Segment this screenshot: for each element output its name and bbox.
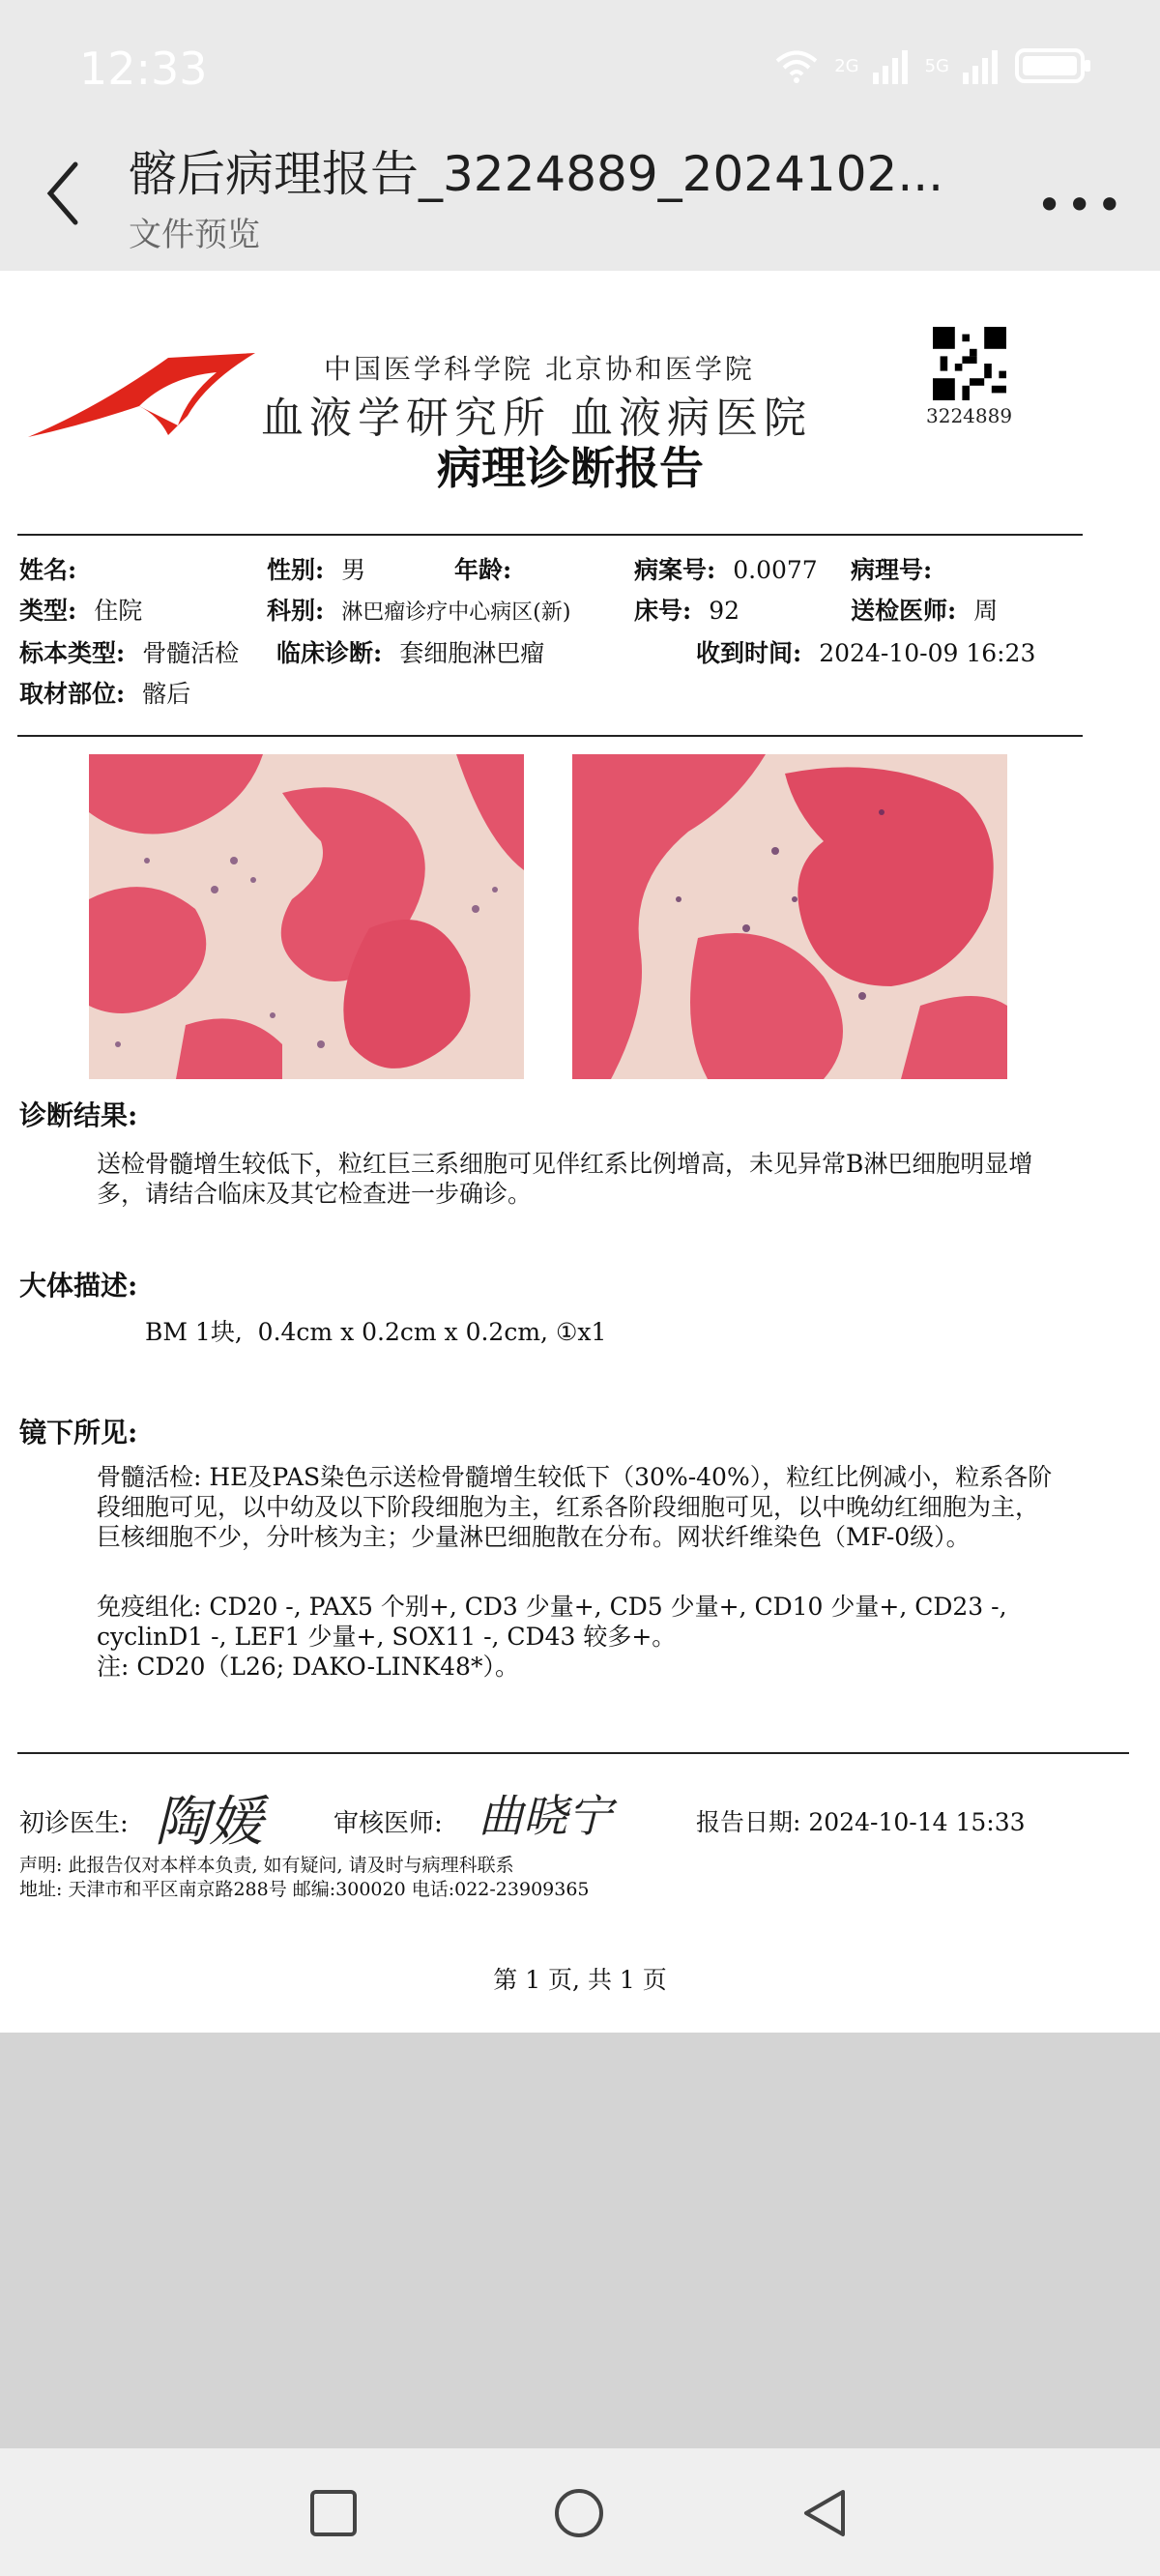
name-field bbox=[19, 551, 94, 586]
review-doctor-label: 审核医师: bbox=[334, 1809, 443, 1838]
dept-label: 科别: bbox=[267, 597, 325, 625]
bed-value: 92 bbox=[709, 597, 740, 625]
type-label: 类型: bbox=[19, 597, 77, 625]
doctor-value: 周 bbox=[973, 597, 999, 625]
immuno-text: 免疫组化: CD20 -, PAX5 个别+, CD3 少量+, CD5 少量+, CD10 少量+, CD23 -, cyclinD1 -, LEF1 少量+, SOX11 -, CD43 较多+。 bbox=[97, 1593, 1007, 1651]
gross-heading: 大体描述: bbox=[19, 1270, 138, 1302]
signal-icon-2 bbox=[963, 47, 1001, 84]
sex-field bbox=[267, 551, 365, 586]
name-label: 姓名: bbox=[19, 556, 77, 584]
hospital-logo bbox=[23, 348, 255, 445]
hospital-name-top: 中国医学科学院 北京协和医学院 bbox=[324, 353, 755, 385]
hospital-name-main: 血液学研究所 血液病医院 bbox=[261, 394, 812, 443]
case-label: 病案号: bbox=[634, 556, 716, 584]
statement-text: 声明: 此报告仅对本样本负责, 如有疑问, 请及时与病理科联系 bbox=[19, 1855, 514, 1876]
microscopy-heading: 镜下所见: bbox=[19, 1417, 138, 1449]
recents-icon[interactable] bbox=[307, 2487, 360, 2539]
site-label: 取材部位: bbox=[19, 680, 126, 708]
status-time: 12:33 bbox=[79, 43, 208, 95]
received-field bbox=[696, 634, 1035, 669]
preview-background bbox=[0, 2033, 1160, 2448]
diagnosis-heading: 诊断结果: bbox=[19, 1099, 138, 1131]
divider bbox=[17, 1752, 1129, 1754]
clinical-field bbox=[276, 634, 544, 669]
microscopy-image-right bbox=[572, 754, 1007, 1079]
divider bbox=[17, 534, 1083, 536]
qr-code-icon bbox=[933, 327, 1006, 400]
sex-label: 性别: bbox=[267, 556, 325, 584]
more-options-button[interactable]: ••• bbox=[1036, 179, 1127, 231]
qr-number: 3224889 bbox=[926, 404, 1013, 427]
pathology-no-field bbox=[851, 551, 949, 586]
age-field bbox=[454, 551, 529, 586]
first-doctor-label: 初诊医生: bbox=[19, 1809, 129, 1838]
report-page[interactable] bbox=[0, 271, 1160, 2033]
sex-value: 男 bbox=[341, 556, 366, 584]
type-field bbox=[19, 592, 142, 627]
status-icons bbox=[772, 46, 1092, 85]
received-value: 2024-10-09 16:23 bbox=[819, 639, 1036, 667]
status-bar bbox=[0, 0, 1160, 140]
signal-label-2g: 2G bbox=[834, 55, 859, 76]
dept-field bbox=[267, 592, 570, 627]
case-value: 0.0077 bbox=[733, 556, 818, 584]
home-icon[interactable] bbox=[553, 2487, 605, 2539]
dept-value: 淋巴瘤诊疗中心病区(新) bbox=[341, 600, 571, 625]
clinical-label: 临床诊断: bbox=[276, 639, 383, 667]
diagnosis-text: 送检骨髓增生较低下，粒红巨三系细胞可见伴红系比例增高，未见异常B淋巴细胞明显增多，请结合临床及其它检查进一步确诊。 bbox=[97, 1150, 1033, 1208]
page-indicator: 第 1 页, 共 1 页 bbox=[493, 1966, 667, 1994]
document-subtitle: 文件预览 bbox=[129, 216, 260, 254]
divider bbox=[17, 735, 1083, 737]
note-text: 注: CD20（L26; DAKO-LINK48*）。 bbox=[97, 1653, 519, 1681]
type-value: 住院 bbox=[94, 597, 143, 625]
report-title: 病理诊断报告 bbox=[437, 442, 704, 494]
site-value: 髂后 bbox=[142, 680, 191, 708]
clinical-value: 套细胞淋巴瘤 bbox=[399, 639, 545, 667]
battery-icon bbox=[1015, 46, 1092, 85]
received-label: 收到时间: bbox=[696, 639, 802, 667]
first-doctor-signature: 陶媛 bbox=[155, 1791, 263, 1854]
pathology-no-label: 病理号: bbox=[851, 556, 933, 584]
doctor-field bbox=[851, 592, 998, 627]
bed-label: 床号: bbox=[634, 597, 692, 625]
gross-text: BM 1块, 0.4cm x 0.2cm x 0.2cm, ①x1 bbox=[145, 1318, 607, 1346]
specimen-field bbox=[19, 634, 239, 669]
back-nav-icon[interactable] bbox=[798, 2487, 851, 2539]
signal-icon bbox=[873, 47, 912, 84]
bed-field bbox=[634, 592, 740, 627]
age-label: 年龄: bbox=[454, 556, 512, 584]
review-doctor-signature: 曲晓宁 bbox=[478, 1790, 612, 1842]
back-icon[interactable] bbox=[39, 155, 87, 232]
doctor-label: 送检医师: bbox=[851, 597, 957, 625]
report-date: 报告日期: 2024-10-14 15:33 bbox=[696, 1808, 1026, 1836]
document-title: 髂后病理报告_3224889_2024102... bbox=[129, 146, 944, 202]
specimen-label: 标本类型: bbox=[19, 639, 126, 667]
case-field bbox=[634, 551, 818, 586]
site-field bbox=[19, 675, 190, 710]
microscopy-image-left bbox=[89, 754, 524, 1079]
signal-label-5g: 5G bbox=[924, 55, 949, 76]
wifi-icon bbox=[772, 46, 821, 85]
microscopy-text: 骨髓活检: HE及PAS染色示送检骨髓增生较低下（30%-40%），粒红比例减小，粒系各阶段细胞可见，以中幼及以下阶段细胞为主，红系各阶段细胞可见，以中晚幼红细胞为主，巨核细胞不少，分叶核为主；少量淋巴细胞散在分布。网状纤维染色（MF-0级）。 bbox=[97, 1463, 1053, 1551]
specimen-value: 骨髓活检 bbox=[142, 639, 240, 667]
address-text: 地址: 天津市和平区南京路288号 邮编:300020 电话:022-23909365 bbox=[19, 1879, 590, 1900]
